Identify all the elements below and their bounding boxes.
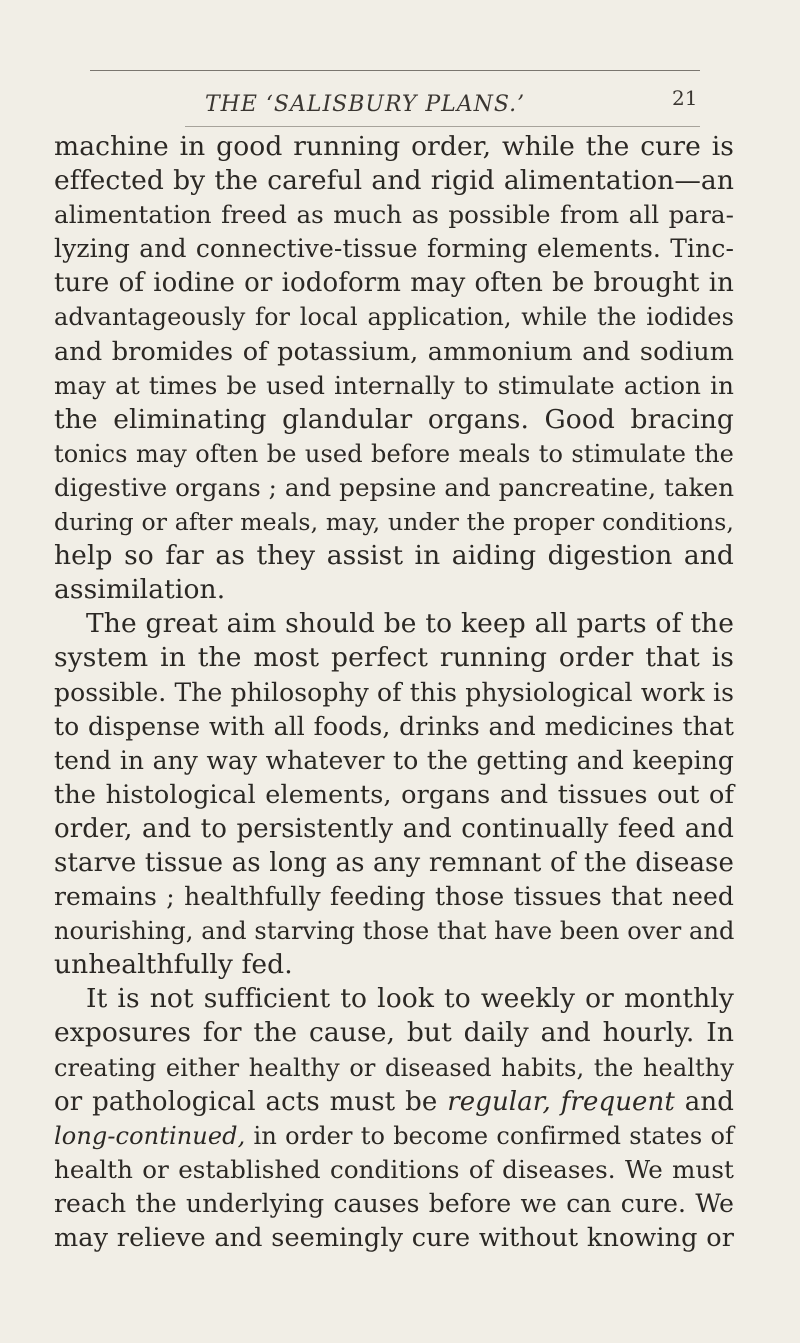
running-title: THE ‘SALISBURY PLANS.’ <box>205 92 526 117</box>
text-line: system in the most perfect running order that is <box>54 642 734 674</box>
text-line: the eliminating glandular organs. Good bracing <box>54 403 734 435</box>
page-number: 21 <box>672 86 698 110</box>
text-line: to dispense with all foods, drinks and medicines that <box>54 711 734 741</box>
paragraph-start: The great aim should be to keep all parts of the <box>86 608 734 640</box>
text-line: and bromides of potassium, ammonium and sodium <box>54 336 734 367</box>
text-segment: and <box>674 1086 734 1117</box>
text-line: advantageously for local application, while the iodides <box>54 303 734 332</box>
text-line: ture of iodine or iodoform may often be brought in <box>54 268 734 299</box>
paragraph-start: It is not sufficient to look to weekly or monthly <box>86 983 734 1015</box>
top-rule <box>90 70 700 71</box>
text-line: possible. The philosophy of this physiological work is <box>54 677 734 707</box>
emphasis-text: long-continued, <box>54 1121 246 1150</box>
text-line: exposures for the cause, but daily and hourly. In <box>54 1017 734 1049</box>
text-line: during or after meals, may, under the proper conditions, <box>54 508 734 537</box>
text-line: creating either healthy or diseased habits, the healthy <box>54 1053 734 1082</box>
text-line: machine in good running order, while the cure is <box>54 131 734 162</box>
text-line <box>54 1119 734 1153</box>
text-line: order, and to persistently and continually feed and <box>54 813 734 844</box>
text-line: starve tissue as long as any remnant of the disease <box>54 847 734 878</box>
text-segment: or pathological acts must be <box>54 1086 448 1117</box>
text-line: health or established conditions of diseases. We must <box>54 1154 734 1184</box>
text-line: unhealthfully fed. <box>54 949 293 981</box>
text-line: tend in any way whatever to the getting and keeping <box>54 745 734 775</box>
text-segment: in order to become confirmed states of <box>245 1121 734 1150</box>
text-line: help so far as they assist in aiding digestion and <box>54 540 734 572</box>
text-line: may at times be used internally to stimulate action in <box>54 370 734 400</box>
text-line: reach the underlying causes before we can cure. We <box>54 1188 734 1218</box>
text-line: assimilation. <box>54 574 226 606</box>
text-line: remains ; healthfully feeding those tissues that need <box>54 882 734 912</box>
header-underline <box>185 126 700 127</box>
text-line: the histological elements, organs and tissues out of <box>54 779 734 810</box>
text-line: effected by the careful and rigid alimentation—an <box>54 165 734 197</box>
text-line: tonics may often be used before meals to stimulate the <box>54 439 734 468</box>
running-head <box>0 86 800 122</box>
text-line: lyzing and connective-tissue forming elements. Tinc- <box>54 234 734 264</box>
text-line: may relieve and seemingly cure without knowing or <box>54 1223 734 1253</box>
emphasis-text: regular, frequent <box>447 1086 675 1117</box>
text-line <box>54 1085 734 1119</box>
text-line: alimentation freed as much as possible from all para- <box>54 200 734 230</box>
text-line: nourishing, and starving those that have been over and <box>54 917 735 946</box>
text-line: digestive organs ; and pepsine and pancreatine, taken <box>54 472 735 502</box>
body-text <box>54 130 734 1255</box>
